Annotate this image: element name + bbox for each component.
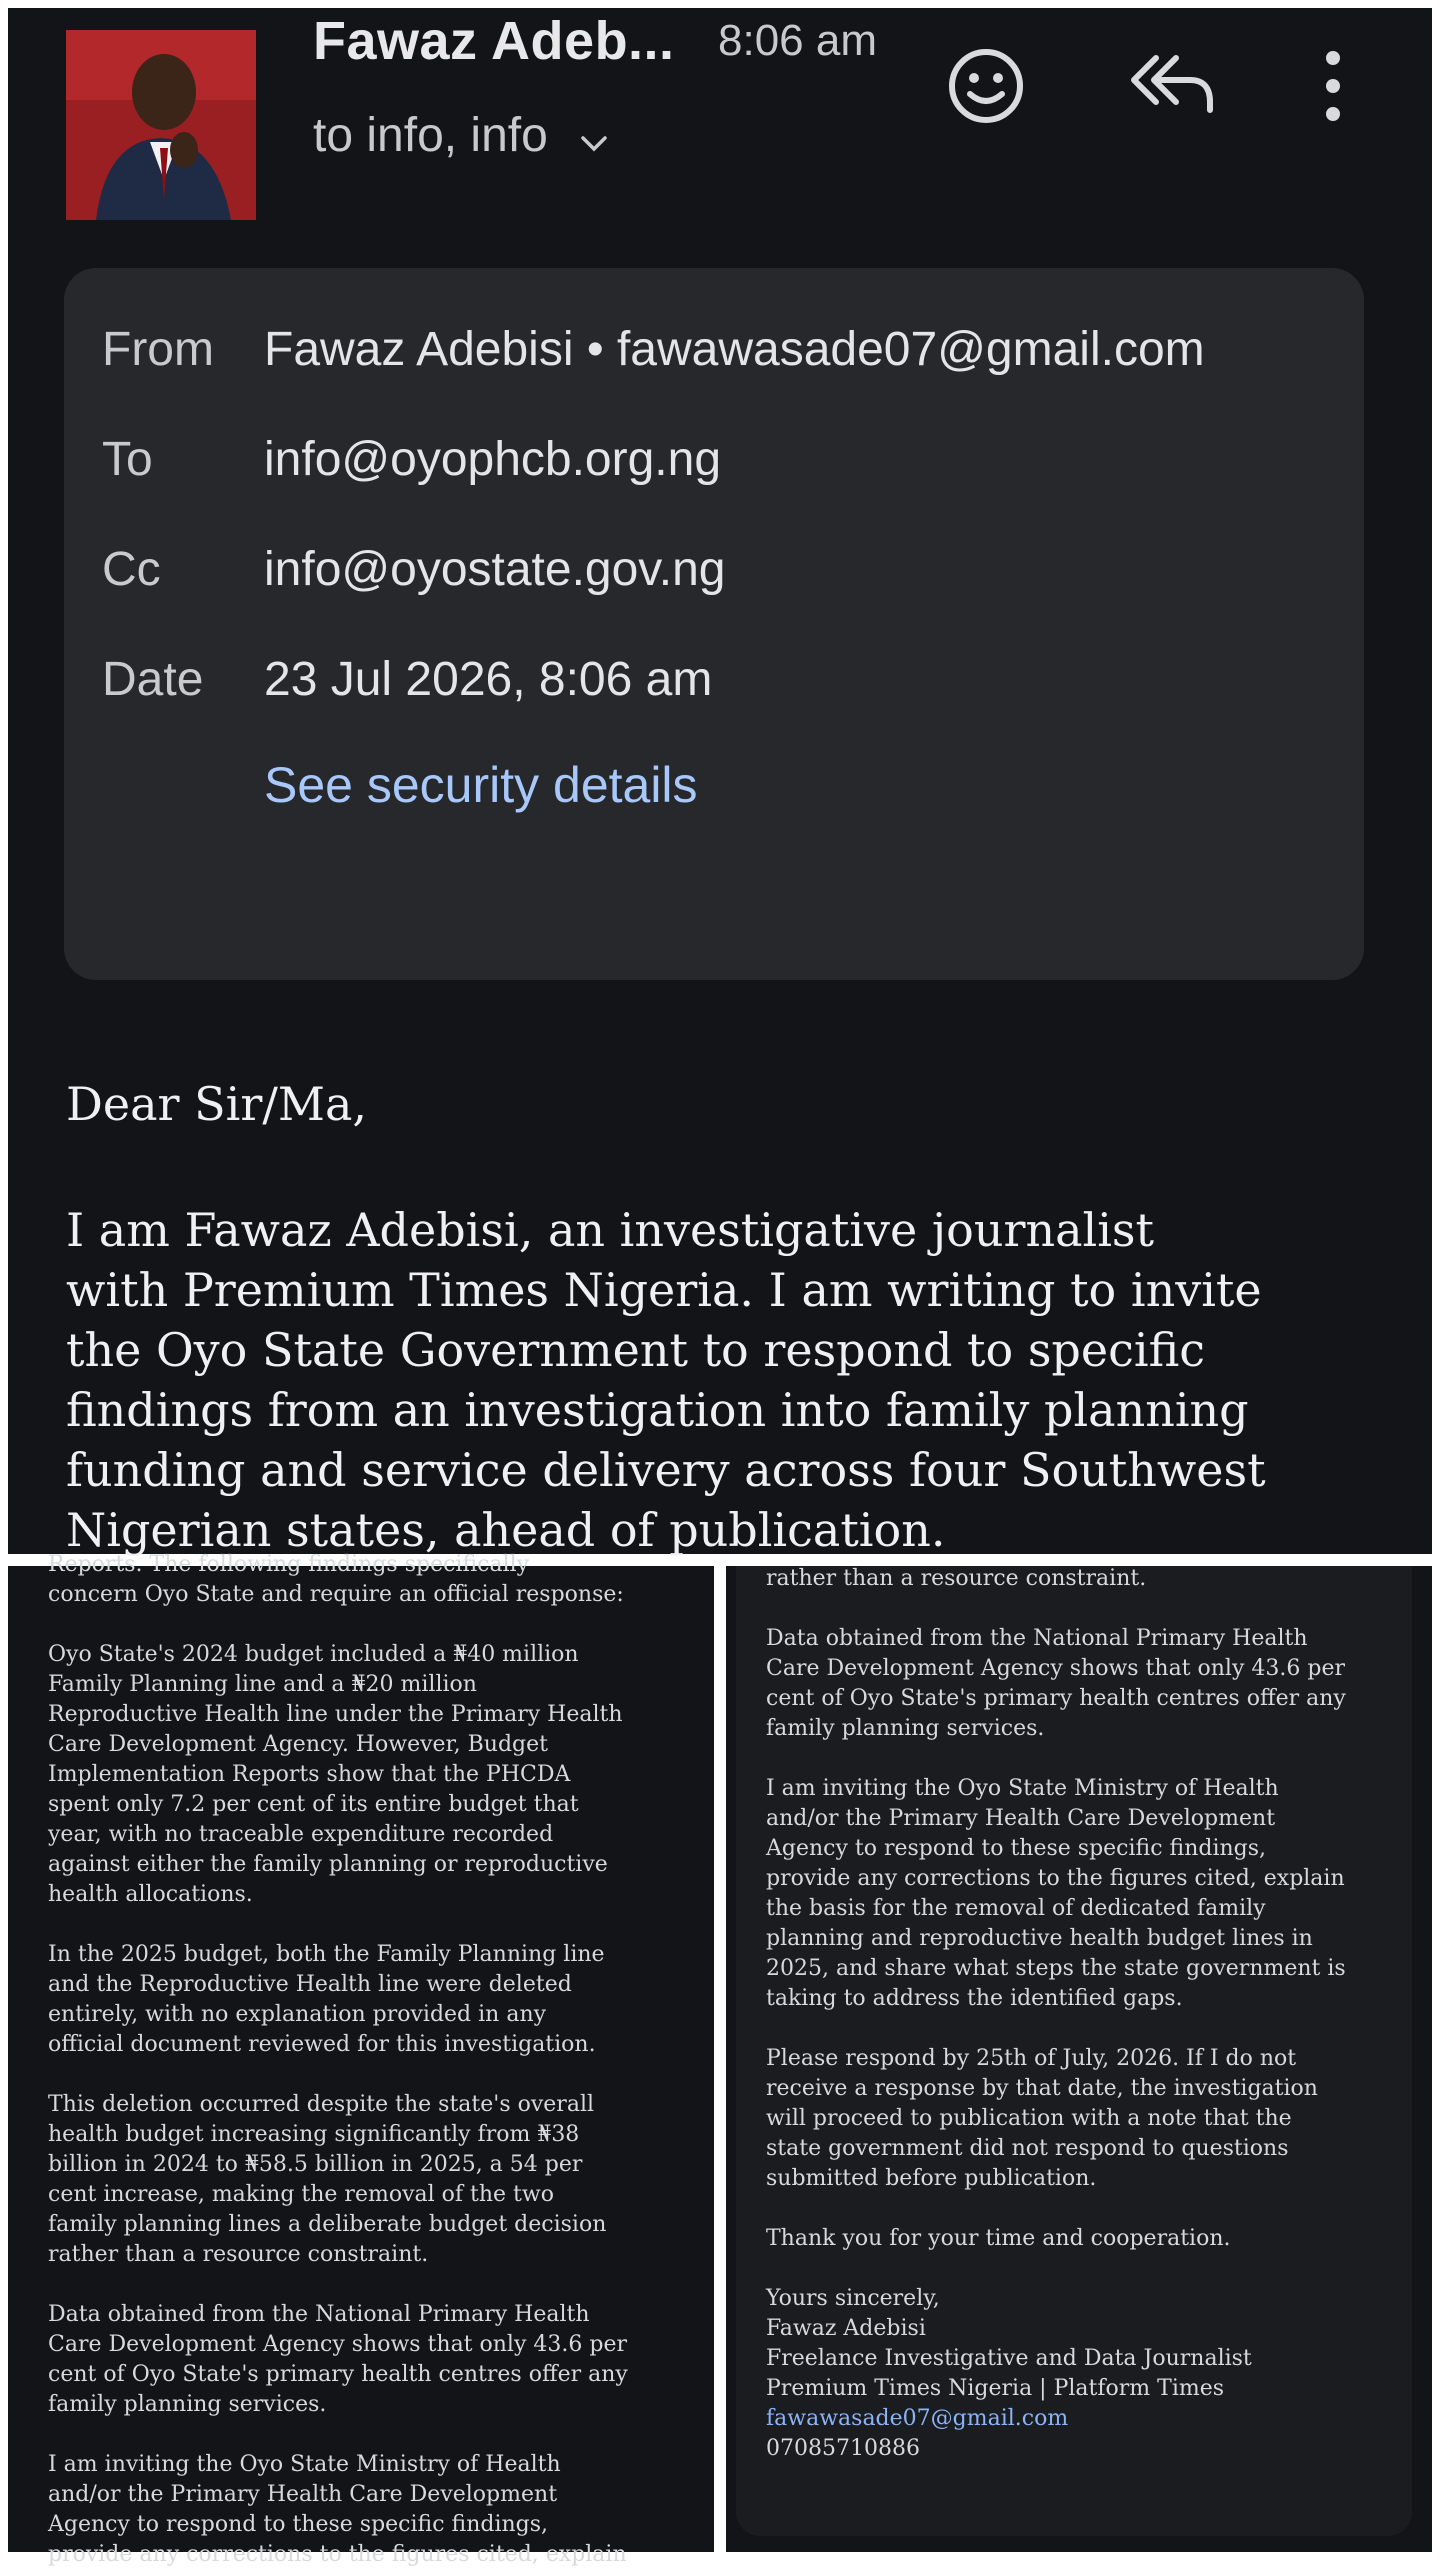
body-line: family planning services.: [48, 2392, 327, 2417]
signature-phone: 07085710886: [766, 2436, 920, 2461]
body-line: I am inviting the Oyo State Ministry of Health: [766, 1776, 1279, 1801]
body-line: cent of Oyo State's primary health centres offer any: [48, 2362, 628, 2387]
body-line: official document reviewed for this investigation.: [48, 2032, 596, 2057]
chevron-down-icon[interactable]: [579, 111, 609, 166]
body-line: Agency to respond to these specific findings,: [766, 1836, 1267, 1861]
from-value[interactable]: Fawaz Adebisi • fawawasade07@gmail.com: [264, 323, 1205, 376]
date-label: Date: [102, 653, 204, 706]
body-line: spent only 7.2 per cent of its entire budget that: [48, 1792, 579, 1817]
from-label: From: [102, 323, 214, 376]
body-line: Care Development Agency. However, Budget: [48, 1732, 548, 1757]
more-vert-icon[interactable]: [1318, 46, 1348, 131]
signoff-line: Premium Times Nigeria | Platform Times: [766, 2376, 1225, 2401]
body-line: Care Development Agency shows that only 43.6 per: [48, 2332, 627, 2357]
signoff-line: Yours sincerely,: [766, 2286, 940, 2311]
email-greeting: Dear Sir/Ma,: [66, 1077, 367, 1131]
body-line: taking to address the identified gaps.: [766, 1986, 1183, 2011]
body-line: billion in 2024 to ₦58.5 billion in 2025, a 54 per: [48, 2152, 583, 2177]
body-line: 2025, and share what steps the state government is: [766, 1956, 1346, 1981]
body-line: In the 2025 budget, both the Family Planning line: [48, 1942, 605, 1967]
body-line: concern Oyo State and require an official response:: [48, 1582, 624, 1607]
cc-label: Cc: [102, 543, 161, 596]
body-line: Data obtained from the National Primary Health: [48, 2302, 590, 2327]
email-body-screenshot-left: [8, 1552, 714, 2567]
body-line: rather than a resource constraint.: [48, 2242, 429, 2267]
intro-line: the Oyo State Government to respond to specific: [66, 1323, 1206, 1377]
to-label: To: [102, 433, 153, 486]
signoff-line: Freelance Investigative and Data Journalist: [766, 2346, 1252, 2371]
body-line: Data obtained from the National Primary Health: [766, 1626, 1308, 1651]
body-line: health budget increasing significantly from ₦38: [48, 2122, 580, 2147]
sender-avatar[interactable]: [66, 30, 256, 220]
body-line: the basis for the removal of dedicated family: [766, 1896, 1266, 1921]
signature-email-link[interactable]: fawawasade07@gmail.com: [766, 2406, 1069, 2431]
right-body: [766, 1564, 1346, 2464]
body-line: rather than a resource constraint.: [766, 1566, 1147, 1591]
body-line: year, with no traceable expenditure recorded: [48, 1822, 554, 1847]
body-line: Family Planning line and a ₦20 million: [48, 1672, 477, 1697]
body-line: cent increase, making the removal of the two: [48, 2182, 554, 2207]
body-line: Reproductive Health line under the Primary Health: [48, 1702, 623, 1727]
body-line: provide any corrections to the figures cited, explain: [48, 2542, 627, 2567]
body-line: health allocations.: [48, 1882, 253, 1907]
body-line: entirely, with no explanation provided in any: [48, 2002, 547, 2027]
body-line: will proceed to publication with a note that the: [766, 2106, 1292, 2131]
security-details-link[interactable]: See security details: [264, 757, 698, 813]
body-line: Thank you for your time and cooperation.: [766, 2226, 1231, 2251]
body-line: planning and reproductive health budget lines in: [766, 1926, 1313, 1951]
body-line: submitted before publication.: [766, 2166, 1097, 2191]
email-body-screenshot-right: [726, 1566, 1432, 2552]
body-line: Implementation Reports show that the PHCDA: [48, 1762, 571, 1787]
body-line: Care Development Agency shows that only 43.6 per: [766, 1656, 1345, 1681]
body-line: This deletion occurred despite the state's overall: [48, 2092, 595, 2117]
body-line: family planning lines a deliberate budget decision: [48, 2212, 607, 2237]
body-line: state government did not respond to questions: [766, 2136, 1289, 2161]
body-line: Oyo State's 2024 budget included a ₦40 million: [48, 1642, 579, 1667]
recipients-summary[interactable]: [313, 108, 609, 166]
intro-line: findings from an investigation into family planning: [66, 1383, 1249, 1437]
sender-name[interactable]: Fawaz Adeb...: [313, 11, 675, 71]
body-line: receive a response by that date, the investigation: [766, 2076, 1318, 2101]
body-line: and the Reproductive Health line were deleted: [48, 1972, 572, 1997]
body-line: and/or the Primary Health Care Development: [766, 1806, 1276, 1831]
reply-all-icon[interactable]: [1128, 48, 1218, 123]
body-line: and/or the Primary Health Care Development: [48, 2482, 558, 2507]
message-details-card: [64, 268, 1364, 980]
cut-off-line: Reports. The following findings specifically: [48, 1552, 530, 1577]
body-line: against either the family planning or reproductive: [48, 1852, 608, 1877]
date-value: 23 Jul 2026, 8:06 am: [264, 653, 713, 706]
to-value[interactable]: info@oyophcb.org.ng: [264, 433, 722, 486]
recipients-summary-text: to info, info: [313, 109, 548, 162]
body-line: I am inviting the Oyo State Ministry of Health: [48, 2452, 561, 2477]
email-intro-paragraph: [66, 1200, 1266, 1560]
emoji-icon[interactable]: [946, 46, 1026, 131]
avatar-photo: [66, 30, 256, 220]
intro-line: funding and service delivery across four Southwest: [66, 1443, 1266, 1497]
left-body: [48, 1550, 628, 2570]
body-line: Please respond by 25th of July, 2026. If I do not: [766, 2046, 1297, 2071]
email-header-panel: [8, 8, 1432, 1557]
message-time: 8:06 am: [718, 16, 877, 65]
intro-line: I am Fawaz Adebisi, an investigative journalist: [66, 1203, 1155, 1257]
intro-line: with Premium Times Nigeria. I am writing to invite: [66, 1263, 1262, 1317]
cc-value[interactable]: info@oyostate.gov.ng: [264, 543, 726, 596]
body-line: family planning services.: [766, 1716, 1045, 1741]
body-line: provide any corrections to the figures cited, explain: [766, 1866, 1345, 1891]
body-line: Agency to respond to these specific findings,: [48, 2512, 549, 2537]
signoff-line: Fawaz Adebisi: [766, 2316, 926, 2341]
body-line: cent of Oyo State's primary health centres offer any: [766, 1686, 1346, 1711]
intro-line: Nigerian states, ahead of publication.: [66, 1503, 946, 1557]
